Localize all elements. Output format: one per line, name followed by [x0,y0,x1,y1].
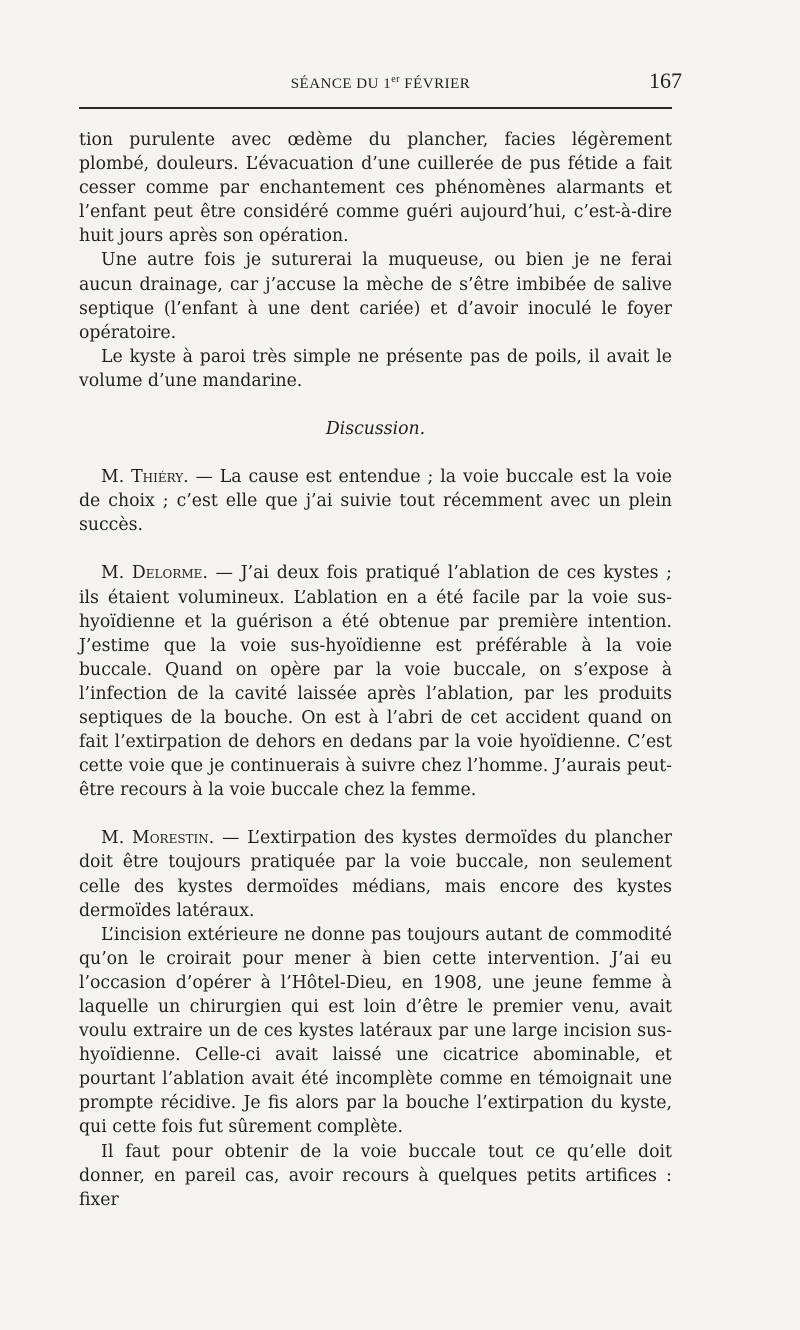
section-heading: Discussion. [325,419,426,440]
header-title: SÉANCE DU 1er FÉVRIER [290,74,471,92]
intervention-morestin [79,826,672,922]
header-title-superscript: er [391,74,401,85]
speaker-name: M. Thiéry. [101,467,189,488]
paragraph: L’incision extérieure ne donne pas toujours autant de commodité qu’on le croirait pour mener à bien cette intervention. J’ai eu l’occasion d’opérer à l’Hôtel-Dieu, en 1908, une jeune femme à laquelle un chirurgien qui est loin d’être le premier venu, avait voulu extraire un de ces kystes latéraux par une large incision sus-hyoïdienne. Celle-ci avait laissé une cicatrice abominable, et pourtant l’ablation avait été incomplète comme en témoignait une prompte récidive. Je fis alors par la bouche l’extirpation du kyste, qui cette fois fut sûrement complète. [79,924,672,1138]
page-number: 167 [649,68,682,93]
body-text [79,128,672,1212]
intervention-text: — La cause est entendue ; la voie buccale est la voie de choix ; c’est elle que j’ai suivie tout récemment avec un plein succès. [79,467,672,536]
speaker-name: M. Morestin. [101,828,215,849]
intervention-thiery [79,465,672,537]
intervention-delorme [79,561,672,802]
paragraph: Une autre fois je suturerai la muqueuse, ou bien je ne ferai aucun drainage, car j’accuse la mèche de s’être imbibée de salive septique (l’enfant à une dent cariée) et d’avoir inoculé le foyer opératoire. [79,250,672,343]
intervention-text: — J’ai deux fois pratiqué l’ablation de ces kystes ; ils étaient volumineux. L’ablation en a été facile par la voie sus-hyoïdienne et la guérison a été obtenue par première intention. J’estime que la voie sus-hyoïdienne est préférable à la voie buccale. Quand on opère par la voie buccale, on s’expose à l’infection de la cavité laissée après l’ablation, par les produits septiques de la bouche. On est à l’abri de cet accident quand on fait l’extirpation de dehors en dedans par la voie hyoïdienne. C’est cette voie que je continuerais à suivre chez l’homme. J’aurais peut-être recours à la voie buccale chez la femme. [79,563,673,801]
header-rule [79,107,672,109]
speaker-name: M. Delorme. [101,563,208,584]
paragraph: Le kyste à paroi très simple ne présente pas de poils, il avait le volume d’une mandarine. [79,346,672,391]
paragraph: Il faut pour obtenir de la voie buccale tout ce qu’elle doit donner, en pareil cas, avoir recours à quelques petits artifices : fixer [79,1141,672,1210]
intervention-text: — L’extirpation des kystes dermoïdes du plancher doit être toujours pratiquée par la voie buccale, non seulement celle des kystes dermoïdes médians, mais encore des kystes dermoïdes latéraux. [79,828,672,921]
paragraph-continuation: tion purulente avec œdème du plancher, facies légèrement plombé, douleurs. L’évacuation d’une cuillerée de pus fétide a fait cesser comme par enchantement ces phénomènes alarmants et l’enfant peut être considéré comme guéri aujourd’hui, c’est-à-dire huit jours après son opération. [79,130,672,247]
running-header [79,66,682,96]
